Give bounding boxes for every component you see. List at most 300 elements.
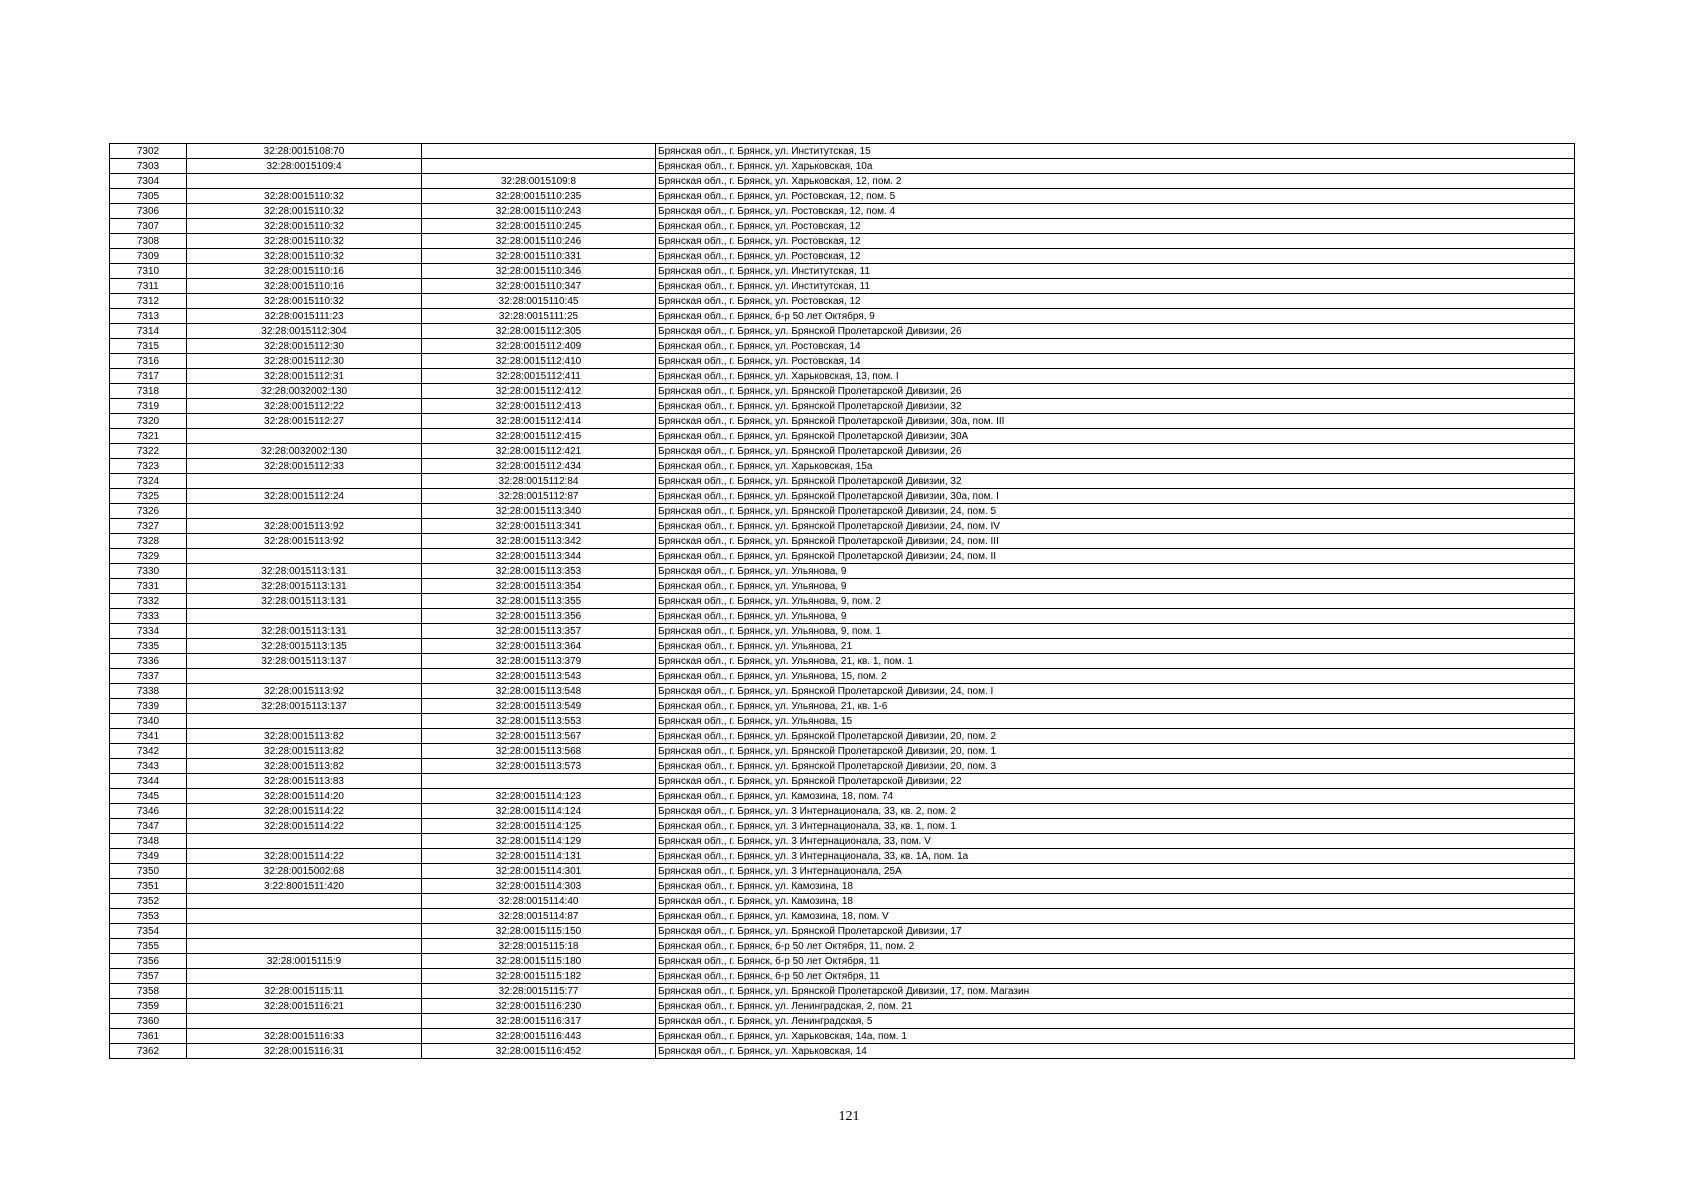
row-number-cell: 7307 <box>110 219 187 234</box>
object-number-cell: 32:28:0015113:355 <box>422 594 656 609</box>
table-row <box>110 774 1575 789</box>
address-cell: Брянская обл., г. Брянск, ул. Ростовская, 12, пом. 5 <box>656 189 1575 204</box>
address-cell: Брянская обл., г. Брянск, ул. Ульянова, 9 <box>656 564 1575 579</box>
row-number-cell: 7328 <box>110 534 187 549</box>
row-number-cell: 7331 <box>110 579 187 594</box>
row-number-cell: 7356 <box>110 954 187 969</box>
address-cell: Брянская обл., г. Брянск, ул. Брянской Пролетарской Дивизии, 30а, пом. I <box>656 489 1575 504</box>
row-number-cell: 7309 <box>110 249 187 264</box>
object-number-cell: 32:28:0015112:434 <box>422 459 656 474</box>
object-number-cell: 32:28:0015113:543 <box>422 669 656 684</box>
row-number-cell: 7311 <box>110 279 187 294</box>
row-number-cell: 7320 <box>110 414 187 429</box>
object-number-cell: 32:28:0015112:415 <box>422 429 656 444</box>
address-cell: Брянская обл., г. Брянск, ул. Харьковская, 14а, пом. 1 <box>656 1029 1575 1044</box>
table-row <box>110 564 1575 579</box>
object-number-cell: 32:28:0015109:8 <box>422 174 656 189</box>
table-row <box>110 669 1575 684</box>
parcel-number-cell <box>187 1014 422 1029</box>
parcel-number-cell: 32:28:0015110:32 <box>187 189 422 204</box>
row-number-cell: 7325 <box>110 489 187 504</box>
table-row <box>110 804 1575 819</box>
object-number-cell <box>422 159 656 174</box>
row-number-cell: 7314 <box>110 324 187 339</box>
object-number-cell: 32:28:0015113:548 <box>422 684 656 699</box>
parcel-number-cell: 32:28:0015110:32 <box>187 294 422 309</box>
address-cell: Брянская обл., г. Брянск, ул. Ростовская, 12 <box>656 234 1575 249</box>
parcel-number-cell: 32:28:0015113:137 <box>187 699 422 714</box>
object-number-cell: 32:28:0015111:25 <box>422 309 656 324</box>
address-cell: Брянская обл., г. Брянск, ул. Институтская, 15 <box>656 144 1575 159</box>
row-number-cell: 7338 <box>110 684 187 699</box>
row-number-cell: 7351 <box>110 879 187 894</box>
address-cell: Брянская обл., г. Брянск, ул. Ульянова, 21, кв. 1, пом. 1 <box>656 654 1575 669</box>
parcel-number-cell: 32:28:0015113:82 <box>187 759 422 774</box>
object-number-cell: 32:28:0015113:344 <box>422 549 656 564</box>
object-number-cell: 32:28:0015114:87 <box>422 909 656 924</box>
object-number-cell: 32:28:0015113:379 <box>422 654 656 669</box>
table-row <box>110 654 1575 669</box>
table-row <box>110 894 1575 909</box>
parcel-number-cell: 32:28:0015114:22 <box>187 849 422 864</box>
row-number-cell: 7345 <box>110 789 187 804</box>
parcel-number-cell: 32:28:0015113:131 <box>187 579 422 594</box>
object-number-cell: 32:28:0015113:549 <box>422 699 656 714</box>
object-number-cell: 32:28:0015113:357 <box>422 624 656 639</box>
parcel-number-cell: 32:28:0032002:130 <box>187 444 422 459</box>
row-number-cell: 7326 <box>110 504 187 519</box>
parcel-number-cell: 32:28:0015116:31 <box>187 1044 422 1059</box>
table-row <box>110 489 1575 504</box>
address-cell: Брянская обл., г. Брянск, ул. Ульянова, 9 <box>656 579 1575 594</box>
address-cell: Брянская обл., г. Брянск, ул. Брянской Пролетарской Дивизии, 24, пом. II <box>656 549 1575 564</box>
row-number-cell: 7327 <box>110 519 187 534</box>
address-cell: Брянская обл., г. Брянск, ул. Брянской Пролетарской Дивизии, 26 <box>656 384 1575 399</box>
parcel-number-cell: 32:28:0015110:32 <box>187 249 422 264</box>
parcel-number-cell: 32:28:0015108:70 <box>187 144 422 159</box>
object-number-cell <box>422 774 656 789</box>
address-cell: Брянская обл., г. Брянск, ул. Ленинградская, 5 <box>656 1014 1575 1029</box>
parcel-number-cell: 32:28:0015113:92 <box>187 534 422 549</box>
table-row <box>110 234 1575 249</box>
address-cell: Брянская обл., г. Брянск, ул. Харьковская, 10а <box>656 159 1575 174</box>
table-row <box>110 384 1575 399</box>
parcel-number-cell <box>187 939 422 954</box>
object-number-cell: 32:28:0015112:305 <box>422 324 656 339</box>
table-row <box>110 249 1575 264</box>
table-row <box>110 309 1575 324</box>
table-row <box>110 429 1575 444</box>
address-cell: Брянская обл., г. Брянск, ул. 3 Интернационала, 33, кв. 1, пом. 1 <box>656 819 1575 834</box>
address-cell: Брянская обл., г. Брянск, ул. Ленинградская, 2, пом. 21 <box>656 999 1575 1014</box>
row-number-cell: 7346 <box>110 804 187 819</box>
object-number-cell: 32:28:0015112:87 <box>422 489 656 504</box>
address-cell: Брянская обл., г. Брянск, ул. Брянской Пролетарской Дивизии, 20, пом. 1 <box>656 744 1575 759</box>
row-number-cell: 7354 <box>110 924 187 939</box>
table-row <box>110 459 1575 474</box>
row-number-cell: 7353 <box>110 909 187 924</box>
row-number-cell: 7330 <box>110 564 187 579</box>
object-number-cell: 32:28:0015110:246 <box>422 234 656 249</box>
parcel-number-cell <box>187 504 422 519</box>
object-number-cell: 32:28:0015116:443 <box>422 1029 656 1044</box>
address-cell: Брянская обл., г. Брянск, ул. Ростовская, 14 <box>656 354 1575 369</box>
object-number-cell: 32:28:0015113:353 <box>422 564 656 579</box>
parcel-number-cell: 32:28:0015113:135 <box>187 639 422 654</box>
address-cell: Брянская обл., г. Брянск, ул. Брянской Пролетарской Дивизии, 17 <box>656 924 1575 939</box>
row-number-cell: 7333 <box>110 609 187 624</box>
page-number: 121 <box>838 1109 860 1124</box>
object-number-cell: 32:28:0015114:303 <box>422 879 656 894</box>
parcel-number-cell: 32:28:0015113:131 <box>187 594 422 609</box>
row-number-cell: 7310 <box>110 264 187 279</box>
table-row <box>110 984 1575 999</box>
address-cell: Брянская обл., г. Брянск, ул. 3 Интернационала, 33, пом. V <box>656 834 1575 849</box>
parcel-number-cell <box>187 429 422 444</box>
address-cell: Брянская обл., г. Брянск, ул. Брянской Пролетарской Дивизии, 24, пом. I <box>656 684 1575 699</box>
table-row <box>110 159 1575 174</box>
address-cell: Брянская обл., г. Брянск, ул. Ростовская, 12 <box>656 294 1575 309</box>
table-row <box>110 864 1575 879</box>
address-cell: Брянская обл., г. Брянск, ул. Брянской Пролетарской Дивизии, 17, пом. Магазин <box>656 984 1575 999</box>
address-cell: Брянская обл., г. Брянск, ул. Ростовская, 12 <box>656 219 1575 234</box>
object-number-cell: 32:28:0015114:129 <box>422 834 656 849</box>
address-cell: Брянская обл., г. Брянск, ул. Ульянова, 21 <box>656 639 1575 654</box>
table-row <box>110 474 1575 489</box>
table-row <box>110 264 1575 279</box>
table-row <box>110 624 1575 639</box>
parcel-number-cell: 32:28:0015113:83 <box>187 774 422 789</box>
address-cell: Брянская обл., г. Брянск, ул. Харьковская, 13, пом. I <box>656 369 1575 384</box>
row-number-cell: 7335 <box>110 639 187 654</box>
row-number-cell: 7360 <box>110 1014 187 1029</box>
row-number-cell: 7344 <box>110 774 187 789</box>
object-number-cell <box>422 144 656 159</box>
object-number-cell: 32:28:0015114:123 <box>422 789 656 804</box>
address-cell: Брянская обл., г. Брянск, ул. Ульянова, 9, пом. 2 <box>656 594 1575 609</box>
address-cell: Брянская обл., г. Брянск, ул. Ульянова, 9 <box>656 609 1575 624</box>
table-row <box>110 999 1575 1014</box>
row-number-cell: 7343 <box>110 759 187 774</box>
row-number-cell: 7348 <box>110 834 187 849</box>
parcel-number-cell: 3:22:8001511:420 <box>187 879 422 894</box>
object-number-cell: 32:28:0015116:230 <box>422 999 656 1014</box>
row-number-cell: 7347 <box>110 819 187 834</box>
row-number-cell: 7337 <box>110 669 187 684</box>
row-number-cell: 7323 <box>110 459 187 474</box>
address-cell: Брянская обл., г. Брянск, б-р 50 лет Октября, 9 <box>656 309 1575 324</box>
parcel-number-cell: 32:28:0015112:22 <box>187 399 422 414</box>
parcel-number-cell: 32:28:0015113:131 <box>187 564 422 579</box>
object-number-cell: 32:28:0015112:411 <box>422 369 656 384</box>
parcel-number-cell: 32:28:0015113:92 <box>187 684 422 699</box>
table-row <box>110 399 1575 414</box>
registry-table <box>109 143 1575 1059</box>
parcel-number-cell: 32:28:0015113:82 <box>187 729 422 744</box>
table-row <box>110 354 1575 369</box>
table-row <box>110 759 1575 774</box>
row-number-cell: 7305 <box>110 189 187 204</box>
parcel-number-cell <box>187 909 422 924</box>
parcel-number-cell <box>187 714 422 729</box>
table-row <box>110 279 1575 294</box>
address-cell: Брянская обл., г. Брянск, ул. Ульянова, 21, кв. 1-6 <box>656 699 1575 714</box>
table-row <box>110 294 1575 309</box>
object-number-cell: 32:28:0015112:413 <box>422 399 656 414</box>
row-number-cell: 7304 <box>110 174 187 189</box>
parcel-number-cell: 32:28:0015116:21 <box>187 999 422 1014</box>
parcel-number-cell: 32:28:0015002:68 <box>187 864 422 879</box>
table-row <box>110 144 1575 159</box>
table-row <box>110 879 1575 894</box>
parcel-number-cell: 32:28:0015114:20 <box>187 789 422 804</box>
table-row <box>110 834 1575 849</box>
object-number-cell: 32:28:0015112:412 <box>422 384 656 399</box>
row-number-cell: 7312 <box>110 294 187 309</box>
row-number-cell: 7329 <box>110 549 187 564</box>
table-row <box>110 954 1575 969</box>
address-cell: Брянская обл., г. Брянск, ул. Брянской Пролетарской Дивизии, 32 <box>656 474 1575 489</box>
table-row <box>110 1044 1575 1059</box>
table-row <box>110 684 1575 699</box>
table-row <box>110 189 1575 204</box>
table-row <box>110 819 1575 834</box>
object-number-cell: 32:28:0015114:131 <box>422 849 656 864</box>
table-row <box>110 324 1575 339</box>
table-row <box>110 174 1575 189</box>
object-number-cell: 32:28:0015113:354 <box>422 579 656 594</box>
parcel-number-cell <box>187 834 422 849</box>
parcel-number-cell: 32:28:0015116:33 <box>187 1029 422 1044</box>
table-row <box>110 1029 1575 1044</box>
parcel-number-cell: 32:28:0015110:32 <box>187 204 422 219</box>
address-cell: Брянская обл., г. Брянск, ул. Ростовская, 12, пом. 4 <box>656 204 1575 219</box>
object-number-cell: 32:28:0015115:18 <box>422 939 656 954</box>
row-number-cell: 7332 <box>110 594 187 609</box>
row-number-cell: 7317 <box>110 369 187 384</box>
parcel-number-cell <box>187 894 422 909</box>
address-cell: Брянская обл., г. Брянск, б-р 50 лет Октября, 11 <box>656 969 1575 984</box>
table-row <box>110 639 1575 654</box>
object-number-cell: 32:28:0015114:125 <box>422 819 656 834</box>
address-cell: Брянская обл., г. Брянск, ул. Ростовская, 14 <box>656 339 1575 354</box>
table-row <box>110 369 1575 384</box>
table-row <box>110 339 1575 354</box>
object-number-cell: 32:28:0015115:77 <box>422 984 656 999</box>
row-number-cell: 7308 <box>110 234 187 249</box>
address-cell: Брянская обл., г. Брянск, ул. Ульянова, 9, пом. 1 <box>656 624 1575 639</box>
table-row <box>110 579 1575 594</box>
row-number-cell: 7340 <box>110 714 187 729</box>
parcel-number-cell: 32:28:0015114:22 <box>187 819 422 834</box>
parcel-number-cell: 32:28:0015115:9 <box>187 954 422 969</box>
row-number-cell: 7319 <box>110 399 187 414</box>
table-row <box>110 594 1575 609</box>
table-row <box>110 204 1575 219</box>
table-row <box>110 714 1575 729</box>
object-number-cell: 32:28:0015110:243 <box>422 204 656 219</box>
row-number-cell: 7339 <box>110 699 187 714</box>
object-number-cell: 32:28:0015113:356 <box>422 609 656 624</box>
table-row <box>110 219 1575 234</box>
address-cell: Брянская обл., г. Брянск, ул. Брянской Пролетарской Дивизии, 30А <box>656 429 1575 444</box>
address-cell: Брянская обл., г. Брянск, ул. Брянской Пролетарской Дивизии, 22 <box>656 774 1575 789</box>
object-number-cell: 32:28:0015112:409 <box>422 339 656 354</box>
address-cell: Брянская обл., г. Брянск, ул. Ульянова, 15 <box>656 714 1575 729</box>
table-row <box>110 1014 1575 1029</box>
address-cell: Брянская обл., г. Брянск, ул. Ульянова, 15, пом. 2 <box>656 669 1575 684</box>
row-number-cell: 7313 <box>110 309 187 324</box>
object-number-cell: 32:28:0015113:573 <box>422 759 656 774</box>
table-row <box>110 939 1575 954</box>
object-number-cell: 32:28:0015110:45 <box>422 294 656 309</box>
parcel-number-cell: 32:28:0015112:33 <box>187 459 422 474</box>
table-row <box>110 729 1575 744</box>
row-number-cell: 7357 <box>110 969 187 984</box>
parcel-number-cell <box>187 174 422 189</box>
row-number-cell: 7355 <box>110 939 187 954</box>
parcel-number-cell: 32:28:0015110:32 <box>187 219 422 234</box>
table-row <box>110 534 1575 549</box>
table-row <box>110 504 1575 519</box>
table-row <box>110 789 1575 804</box>
table-row <box>110 924 1575 939</box>
address-cell: Брянская обл., г. Брянск, б-р 50 лет Октября, 11, пом. 2 <box>656 939 1575 954</box>
row-number-cell: 7349 <box>110 849 187 864</box>
object-number-cell: 32:28:0015115:180 <box>422 954 656 969</box>
parcel-number-cell <box>187 549 422 564</box>
object-number-cell: 32:28:0015113:341 <box>422 519 656 534</box>
object-number-cell: 32:28:0015110:235 <box>422 189 656 204</box>
row-number-cell: 7352 <box>110 894 187 909</box>
row-number-cell: 7321 <box>110 429 187 444</box>
row-number-cell: 7324 <box>110 474 187 489</box>
address-cell: Брянская обл., г. Брянск, ул. 3 Интернационала, 25А <box>656 864 1575 879</box>
object-number-cell: 32:28:0015112:414 <box>422 414 656 429</box>
row-number-cell: 7302 <box>110 144 187 159</box>
address-cell: Брянская обл., г. Брянск, б-р 50 лет Октября, 11 <box>656 954 1575 969</box>
parcel-number-cell <box>187 609 422 624</box>
row-number-cell: 7306 <box>110 204 187 219</box>
parcel-number-cell <box>187 924 422 939</box>
object-number-cell: 32:28:0015110:331 <box>422 249 656 264</box>
object-number-cell: 32:28:0015112:410 <box>422 354 656 369</box>
object-number-cell: 32:28:0015116:452 <box>422 1044 656 1059</box>
parcel-number-cell: 32:28:0015112:30 <box>187 339 422 354</box>
address-cell: Брянская обл., г. Брянск, ул. Харьковская, 15а <box>656 459 1575 474</box>
address-cell: Брянская обл., г. Брянск, ул. Брянской Пролетарской Дивизии, 30а, пом. III <box>656 414 1575 429</box>
address-cell: Брянская обл., г. Брянск, ул. Брянской Пролетарской Дивизии, 24, пом. III <box>656 534 1575 549</box>
object-number-cell: 32:28:0015113:553 <box>422 714 656 729</box>
object-number-cell: 32:28:0015110:245 <box>422 219 656 234</box>
row-number-cell: 7336 <box>110 654 187 669</box>
table-row <box>110 519 1575 534</box>
address-cell: Брянская обл., г. Брянск, ул. Брянской Пролетарской Дивизии, 26 <box>656 444 1575 459</box>
row-number-cell: 7334 <box>110 624 187 639</box>
table-row <box>110 849 1575 864</box>
object-number-cell: 32:28:0015113:567 <box>422 729 656 744</box>
parcel-number-cell: 32:28:0015112:24 <box>187 489 422 504</box>
row-number-cell: 7342 <box>110 744 187 759</box>
object-number-cell: 32:28:0015115:150 <box>422 924 656 939</box>
address-cell: Брянская обл., г. Брянск, ул. 3 Интернационала, 33, кв. 2, пом. 2 <box>656 804 1575 819</box>
parcel-number-cell: 32:28:0015113:82 <box>187 744 422 759</box>
address-cell: Брянская обл., г. Брянск, ул. Камозина, 18 <box>656 894 1575 909</box>
address-cell: Брянская обл., г. Брянск, ул. Камозина, 18, пом. 74 <box>656 789 1575 804</box>
address-cell: Брянская обл., г. Брянск, ул. Институтская, 11 <box>656 264 1575 279</box>
address-cell: Брянская обл., г. Брянск, ул. Институтская, 11 <box>656 279 1575 294</box>
registry-table-body <box>110 144 1575 1059</box>
object-number-cell: 32:28:0015113:342 <box>422 534 656 549</box>
address-cell: Брянская обл., г. Брянск, ул. Харьковская, 14 <box>656 1044 1575 1059</box>
object-number-cell: 32:28:0015113:364 <box>422 639 656 654</box>
parcel-number-cell <box>187 474 422 489</box>
table-row <box>110 549 1575 564</box>
parcel-number-cell: 32:28:0015115:11 <box>187 984 422 999</box>
table-row <box>110 909 1575 924</box>
table-row <box>110 969 1575 984</box>
parcel-number-cell <box>187 969 422 984</box>
table-row <box>110 444 1575 459</box>
row-number-cell: 7316 <box>110 354 187 369</box>
parcel-number-cell: 32:28:0015110:16 <box>187 279 422 294</box>
row-number-cell: 7361 <box>110 1029 187 1044</box>
object-number-cell: 32:28:0015110:346 <box>422 264 656 279</box>
parcel-number-cell: 32:28:0015113:131 <box>187 624 422 639</box>
parcel-number-cell: 32:28:0015112:304 <box>187 324 422 339</box>
object-number-cell: 32:28:0015114:301 <box>422 864 656 879</box>
address-cell: Брянская обл., г. Брянск, ул. Брянской Пролетарской Дивизии, 24, пом. IV <box>656 519 1575 534</box>
object-number-cell: 32:28:0015112:84 <box>422 474 656 489</box>
address-cell: Брянская обл., г. Брянск, ул. Ростовская, 12 <box>656 249 1575 264</box>
row-number-cell: 7350 <box>110 864 187 879</box>
table-row <box>110 699 1575 714</box>
address-cell: Брянская обл., г. Брянск, ул. Камозина, 18 <box>656 879 1575 894</box>
address-cell: Брянская обл., г. Брянск, ул. Брянской Пролетарской Дивизии, 26 <box>656 324 1575 339</box>
row-number-cell: 7358 <box>110 984 187 999</box>
object-number-cell: 32:28:0015114:40 <box>422 894 656 909</box>
parcel-number-cell: 32:28:0015113:92 <box>187 519 422 534</box>
parcel-number-cell: 32:28:0015114:22 <box>187 804 422 819</box>
table-row <box>110 744 1575 759</box>
row-number-cell: 7322 <box>110 444 187 459</box>
parcel-number-cell <box>187 669 422 684</box>
row-number-cell: 7318 <box>110 384 187 399</box>
object-number-cell: 32:28:0015110:347 <box>422 279 656 294</box>
parcel-number-cell: 32:28:0015112:30 <box>187 354 422 369</box>
parcel-number-cell: 32:28:0015111:23 <box>187 309 422 324</box>
parcel-number-cell: 32:28:0015112:27 <box>187 414 422 429</box>
parcel-number-cell: 32:28:0015113:137 <box>187 654 422 669</box>
parcel-number-cell: 32:28:0015112:31 <box>187 369 422 384</box>
object-number-cell: 32:28:0015115:182 <box>422 969 656 984</box>
parcel-number-cell: 32:28:0015109:4 <box>187 159 422 174</box>
address-cell: Брянская обл., г. Брянск, ул. Брянской Пролетарской Дивизии, 20, пом. 3 <box>656 759 1575 774</box>
object-number-cell: 32:28:0015114:124 <box>422 804 656 819</box>
row-number-cell: 7362 <box>110 1044 187 1059</box>
row-number-cell: 7303 <box>110 159 187 174</box>
object-number-cell: 32:28:0015113:340 <box>422 504 656 519</box>
row-number-cell: 7315 <box>110 339 187 354</box>
address-cell: Брянская обл., г. Брянск, ул. Харьковская, 12, пом. 2 <box>656 174 1575 189</box>
row-number-cell: 7359 <box>110 999 187 1014</box>
table-row <box>110 414 1575 429</box>
address-cell: Брянская обл., г. Брянск, ул. 3 Интернационала, 33, кв. 1А, пом. 1а <box>656 849 1575 864</box>
object-number-cell: 32:28:0015116:317 <box>422 1014 656 1029</box>
address-cell: Брянская обл., г. Брянск, ул. Брянской Пролетарской Дивизии, 24, пом. 5 <box>656 504 1575 519</box>
address-cell: Брянская обл., г. Брянск, ул. Брянской Пролетарской Дивизии, 32 <box>656 399 1575 414</box>
row-number-cell: 7341 <box>110 729 187 744</box>
